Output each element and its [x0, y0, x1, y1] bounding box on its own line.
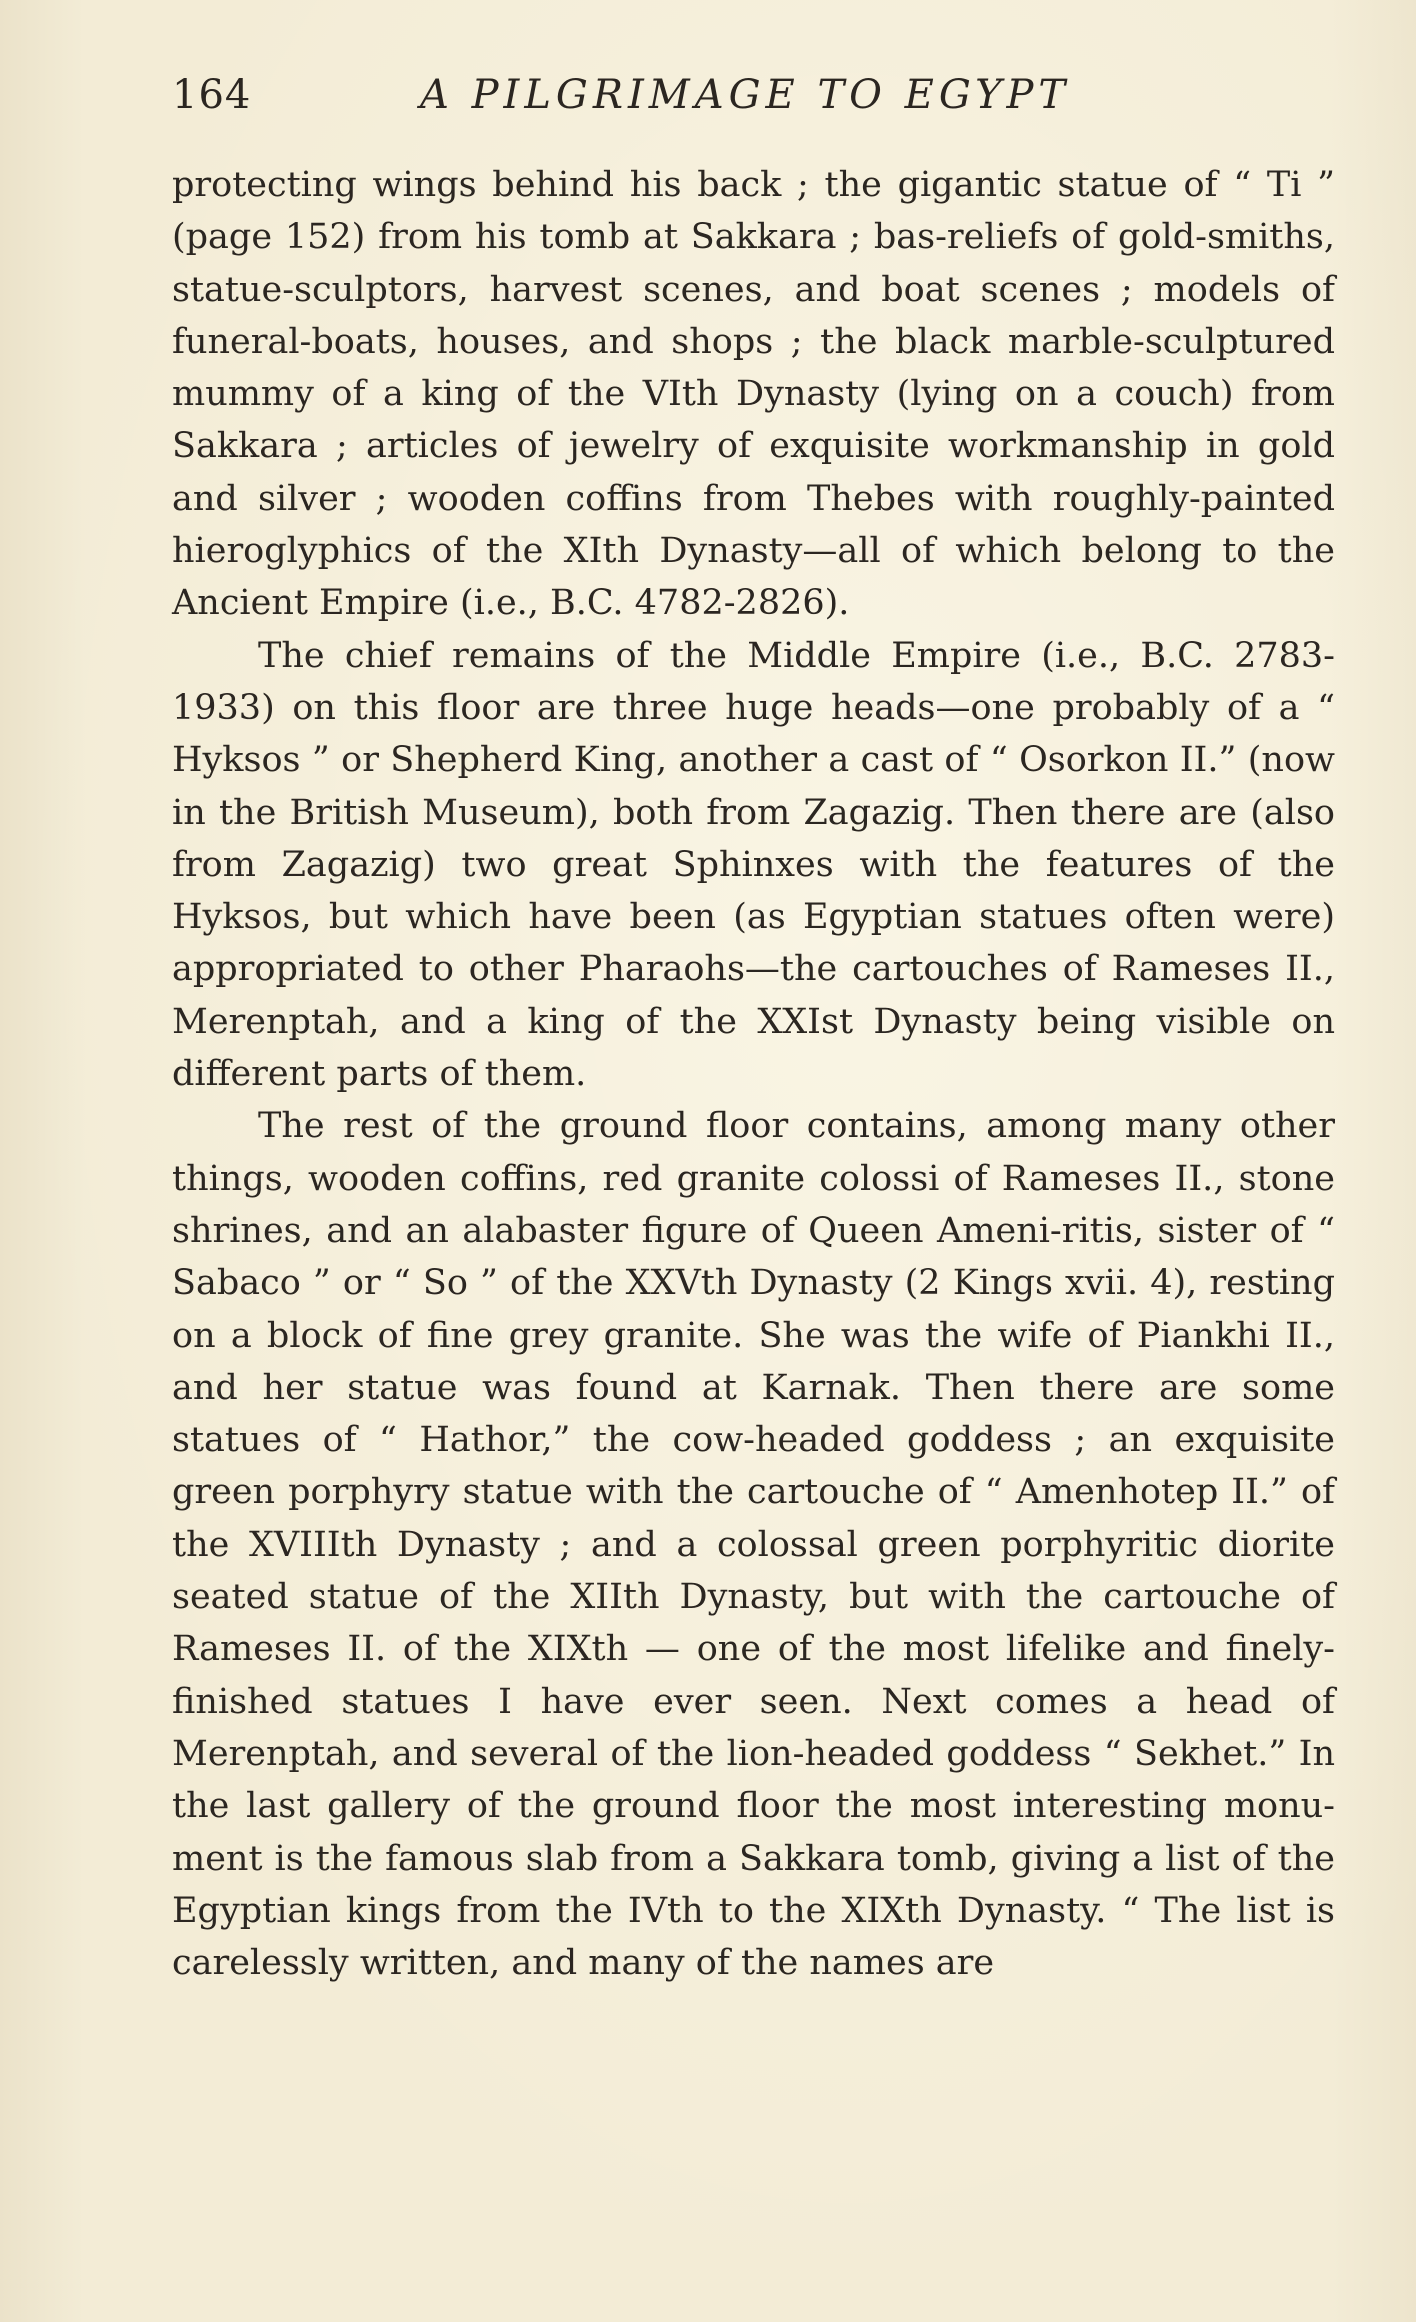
- body-text: [172, 159, 1335, 1989]
- paragraph-3: The rest of the ground floor contains, among many other things, wooden coffins, red granite colossi of Rameses II., stone shrines, and an alabaster figure of Queen Ameni-ritis, sister of “ Sabaco ” or “ So ” of the XXVth Dynasty (2 Kings xvii. 4), resting on a block of fine grey granite. She was the wife of Piankhi II., and her statue was found at Karnak. Then there are some statues of “ Hathor,” the cow-headed goddess ; an exquisite green porphyry statue with the cartouche of “ Amenhotep II.” of the XVIIIth Dynasty ; and a colossal green porphyritic diorite seated statue of the XIIth Dynasty, but with the cartouche of Rameses II. of the XIXth — one of the most lifelike and finely-finished statues I have ever seen. Next comes a head of Merenptah, and several of the lion-headed goddess “ Sekhet.” In the last gallery of the ground floor the most interesting monu-ment is the famous slab from a Sakkara tomb, giving a list of the Egyptian kings from the IVth to the XIXth Dynasty. “ The list is carelessly written, and many of the names are: [172, 1106, 1335, 1984]
- running-title: A PILGRIMAGE TO EGYPT: [420, 72, 1071, 118]
- page-number: 164: [172, 72, 252, 118]
- paragraph-1: protecting wings behind his back ; the gigantic statue of “ Ti ” (page 152) from his tomb at Sakkara ; bas-reliefs of gold-smiths, statue-sculptors, harvest scenes, and boat scenes ; models of funeral-boats, houses, and shops ; the black marble-sculptured mummy of a king of the VIth Dynasty (lying on a couch) from Sakkara ; articles of jewelry of exquisite workmanship in gold and silver ; wooden coffins from Thebes with roughly-painted hieroglyphics of the XIth Dynasty—all of which belong to the Ancient Empire (i.e., B.C. 4782-2826).: [172, 165, 1335, 624]
- paragraph-2: The chief remains of the Middle Empire (i.e., B.C. 2783-1933) on this floor are three huge heads—one probably of a “ Hyksos ” or Shepherd King, another a cast of “ Osorkon II.” (now in the British Museum), both from Zagazig. Then there are (also from Zagazig) two great Sphinxes with the features of the Hyksos, but which have been (as Egyptian statues often were) appropriated to other Pharaohs—the cartouches of Rameses II., Merenptah, and a king of the XXIst Dynasty being visible on different parts of them.: [172, 635, 1335, 1095]
- page-header: [172, 68, 1335, 128]
